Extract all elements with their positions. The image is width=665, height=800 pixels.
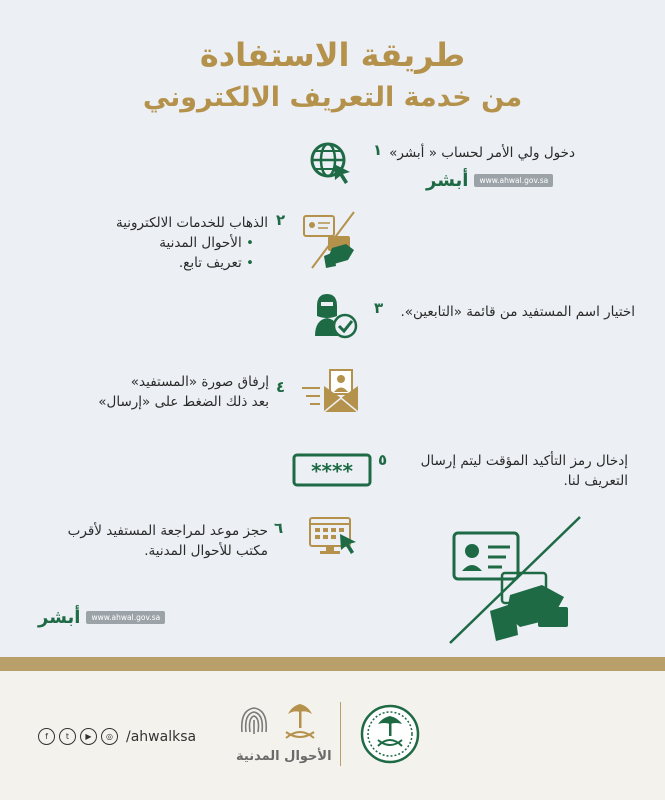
palm-swords-emblem-icon (282, 700, 318, 746)
step-4-text (49, 372, 269, 412)
social-links (38, 728, 196, 745)
absher-logo: أبشر (38, 607, 81, 628)
step-5-number: ٥ (378, 451, 388, 469)
step-6-text (28, 521, 268, 561)
footer-logo-label: الأحوال المدنية (236, 749, 332, 764)
page-title: طريقة الاستفادة (199, 36, 466, 74)
site-url: www.ahwal.gov.sa (86, 611, 165, 624)
step-4-number: ٤ (276, 378, 286, 396)
fingerprint-logo-icon (236, 702, 272, 744)
step-5-line2: التعريف لنا. (563, 473, 628, 489)
youtube-icon[interactable]: ▶ (80, 728, 97, 745)
calendar-computer-icon (306, 514, 362, 562)
footer-separator (340, 702, 341, 766)
step-5-text (388, 451, 628, 491)
social-handle[interactable]: /ahwalksa (126, 728, 197, 745)
step-3-text: اختيار اسم المستفيد من قائمة «التابعين». (400, 304, 635, 320)
facebook-icon[interactable]: f (38, 728, 55, 745)
page-subtitle: من خدمة التعريف الالكتروني (142, 82, 523, 113)
twitter-icon[interactable]: t (59, 728, 76, 745)
instagram-icon[interactable]: ◎ (101, 728, 118, 745)
step-2-subitem: • الأحوال المدنية (68, 233, 254, 253)
absher-logo: أبشر (426, 170, 469, 191)
person-check-icon (305, 290, 361, 346)
site-url: www.ahwal.gov.sa (474, 174, 553, 187)
step-2-subitem: • تعريف تابع. (68, 253, 254, 273)
id-card-illustration-icon (440, 515, 590, 659)
step-2-text (68, 213, 268, 273)
step-3-number: ٣ (374, 299, 384, 317)
step-2-title: الذهاب للخدمات الالكترونية (115, 215, 268, 231)
id-card-hand-icon (298, 208, 368, 274)
site-badge-bottom (38, 607, 165, 628)
step-1-text: دخول ولي الأمر لحساب « أبشر» (389, 145, 575, 161)
step-4-line1: إرفاق صورة «المستفيد» (130, 374, 269, 390)
step-6-line2: مكتب للأحوال المدنية. (144, 543, 268, 559)
step-6-line1: حجز موعد لمراجعة المستفيد لأقرب (67, 523, 268, 539)
ministry-emblem-icon (360, 702, 420, 770)
step-6-number: ٦ (274, 519, 284, 537)
step-4-line2: بعد ذلك الضغط على «إرسال» (98, 394, 269, 410)
globe-cursor-icon (308, 140, 354, 190)
password-field-icon (292, 453, 372, 491)
envelope-photo-icon (300, 366, 370, 420)
site-badge-top (426, 170, 553, 191)
gold-divider (0, 657, 665, 671)
step-1-number: ١ (373, 141, 383, 159)
step-5-line1: إدخال رمز التأكيد المؤقت ليتم إرسال (420, 453, 628, 469)
svg-text:****: **** (311, 459, 353, 483)
step-2-subitems (68, 233, 268, 273)
step-2-number: ٢ (276, 211, 286, 229)
